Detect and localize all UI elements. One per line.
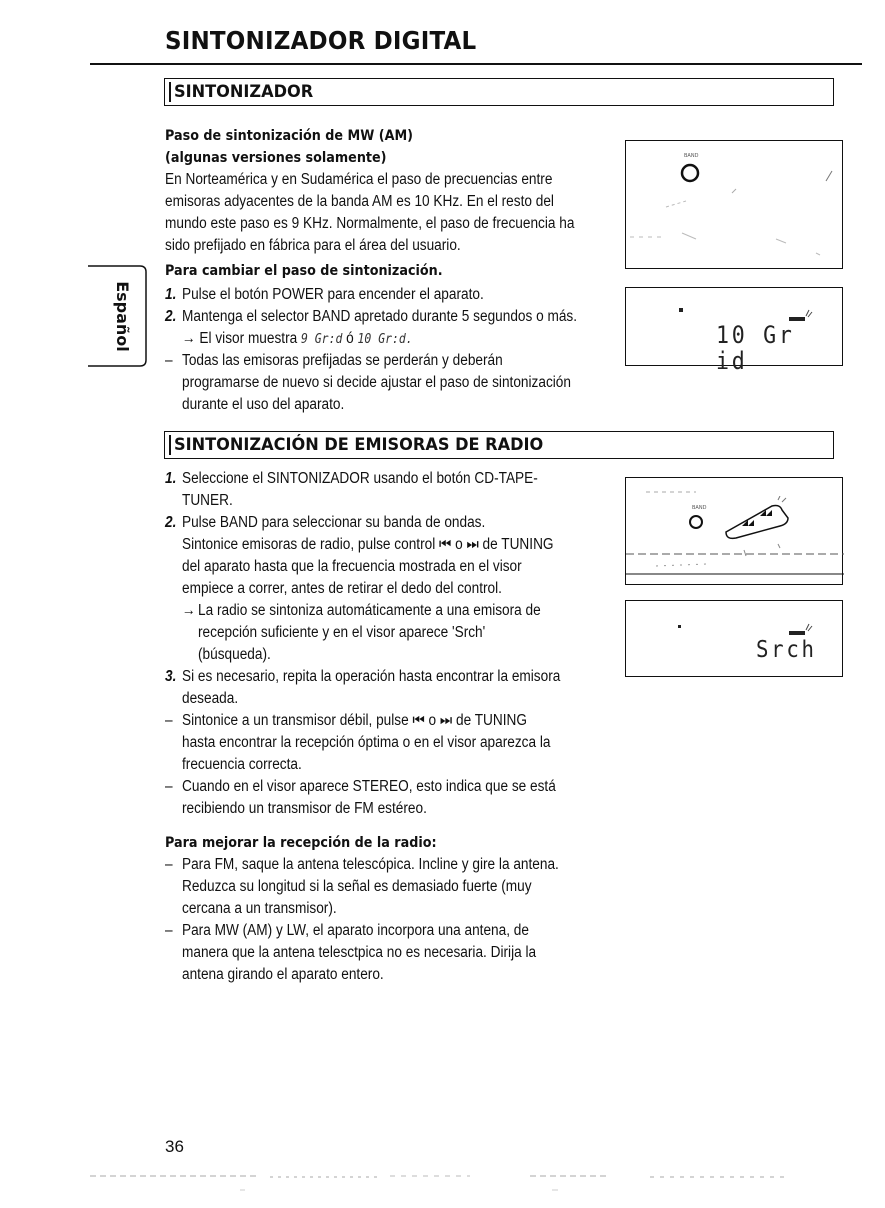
bullet-text: Para MW (AM) y LW, el aparato incorpora una antena, de: [182, 922, 529, 939]
conjunction: ó: [346, 330, 354, 347]
lcd-display-text: Srch: [756, 637, 817, 663]
step-text: Mantenga el selector BAND apretado durante 5 segundos o más.: [182, 308, 578, 325]
step-number: 2.: [165, 308, 177, 325]
note-line: Todas las emisoras prefijadas se perderán y deberán: [182, 352, 503, 369]
subheading-improve-reception: Para mejorar la recepción de la radio:: [165, 835, 437, 851]
bullet-text: cercana a un transmisor).: [182, 900, 337, 917]
lcd-indicator-dot: [679, 308, 683, 312]
subheading-versions: (algunas versiones solamente): [165, 150, 387, 166]
step-number: 1.: [165, 286, 177, 303]
bullet-text: Sintonice a un transmisor débil, pulse ⏮ o ⏭ de TUNING: [182, 712, 528, 729]
figure-display-grid: [625, 287, 843, 375]
dash-bullet: –: [165, 352, 173, 369]
section-header-bar: [169, 435, 171, 455]
note-line: durante el uso del aparato.: [182, 396, 345, 413]
step-text: Pulse BAND para seleccionar su banda de ondas.: [182, 514, 486, 531]
step-text: Si es necesario, repita la operación hasta encontrar la emisora: [182, 668, 561, 685]
section-header-label: SINTONIZADOR: [174, 82, 314, 102]
lcd-indicator-dot: [678, 625, 681, 628]
page-number: 36: [165, 1137, 184, 1156]
step-text: Pulse el botón POWER para encender el aparato.: [182, 286, 484, 303]
device-outline-sketch: [626, 478, 844, 586]
step-result: recepción suficiente y en el visor aparece 'Srch': [198, 624, 486, 641]
section-header-station-tuning: [164, 431, 834, 459]
step-text: TUNER.: [182, 492, 233, 509]
figure-tuning-control: [625, 477, 843, 585]
bullet-text: antena girando el aparato entero.: [182, 966, 384, 983]
dash-bullet: –: [165, 856, 173, 873]
arrow-icon: →: [182, 602, 196, 619]
step-number: 2.: [165, 514, 177, 531]
step-number: 3.: [165, 668, 177, 685]
step-text: empiece a correr, antes de retirar el dedo del control.: [182, 580, 502, 597]
figure-display-search: [625, 600, 843, 677]
bullet-text: Reduzca su longitud si la señal es demasiado fuerte (muy: [182, 878, 532, 895]
dash-bullet: –: [165, 922, 173, 939]
bullet-text: Cuando en el visor aparece STEREO, esto indica que se está: [182, 778, 556, 795]
step-text: del aparato hasta que la frecuencia mostrada en el visor: [182, 558, 522, 575]
tuner-signal-icon: [789, 621, 813, 637]
bullet-text: recibiendo un transmisor de FM estéreo.: [182, 800, 427, 817]
step-text: deseada.: [182, 690, 239, 707]
result-prefix: El visor muestra: [199, 330, 298, 347]
bullet-text: hasta encontrar la recepción óptima o en el visor aparezca la: [182, 734, 551, 751]
scan-artifacts: [90, 1168, 790, 1198]
subheading-mw-step: Paso de sintonización de MW (AM): [165, 128, 413, 144]
step-result: (búsqueda).: [198, 646, 271, 663]
device-outline-sketch: [626, 141, 844, 270]
note-line: programarse de nuevo si decide ajustar el paso de sintonización: [182, 374, 571, 391]
language-tab: [110, 278, 134, 354]
subheading-change-step: Para cambiar el paso de sintonización.: [165, 263, 443, 279]
step-text: Seleccione el SINTONIZADOR usando el botón CD-TAPE-: [182, 470, 538, 487]
arrow-icon: →: [182, 330, 196, 347]
dash-bullet: –: [165, 712, 173, 729]
page-title: SINTONIZADOR DIGITAL: [165, 26, 477, 55]
lcd-readout: 9 Gr:d: [301, 332, 343, 347]
band-label: BAND: [692, 505, 707, 511]
language-tab-label: Español: [112, 280, 132, 352]
paragraph-line: emisoras adyacentes de la banda AM es 10 KHz. En el resto del: [165, 193, 554, 210]
bullet-text: manera que la antena telesctpica no es necesaria. Dirija la: [182, 944, 537, 961]
paragraph-line: En Norteamérica y en Sudamérica el paso de precuencias entre: [165, 171, 553, 188]
lcd-readout: 10 Gr:d.: [357, 332, 413, 347]
paragraph-line: sido prefijado en fábrica para el área del usuario.: [165, 237, 461, 254]
figure-band-button: [625, 140, 843, 269]
section-header-sintonizador: [164, 78, 834, 106]
step-result: [182, 328, 413, 351]
section-header-bar: [169, 82, 171, 102]
lcd-display-text: 10 Gr id: [716, 321, 795, 375]
step-text: Sintonice emisoras de radio, pulse control ⏮ o ⏭ de TUNING: [182, 536, 554, 553]
step-number: 1.: [165, 470, 177, 487]
bullet-text: frecuencia correcta.: [182, 756, 302, 773]
bullet-text: Para FM, saque la antena telescópica. Incline y gire la antena.: [182, 856, 559, 873]
dash-bullet: –: [165, 778, 173, 795]
paragraph-line: mundo este paso es 9 KHz. Normalmente, el paso de frecuencia ha: [165, 215, 575, 232]
step-result: La radio se sintoniza automáticamente a una emisora de: [198, 602, 541, 619]
title-divider: [90, 63, 862, 65]
band-label: BAND: [684, 153, 699, 159]
section-header-label: SINTONIZACIÓN DE EMISORAS DE RADIO: [174, 435, 544, 455]
